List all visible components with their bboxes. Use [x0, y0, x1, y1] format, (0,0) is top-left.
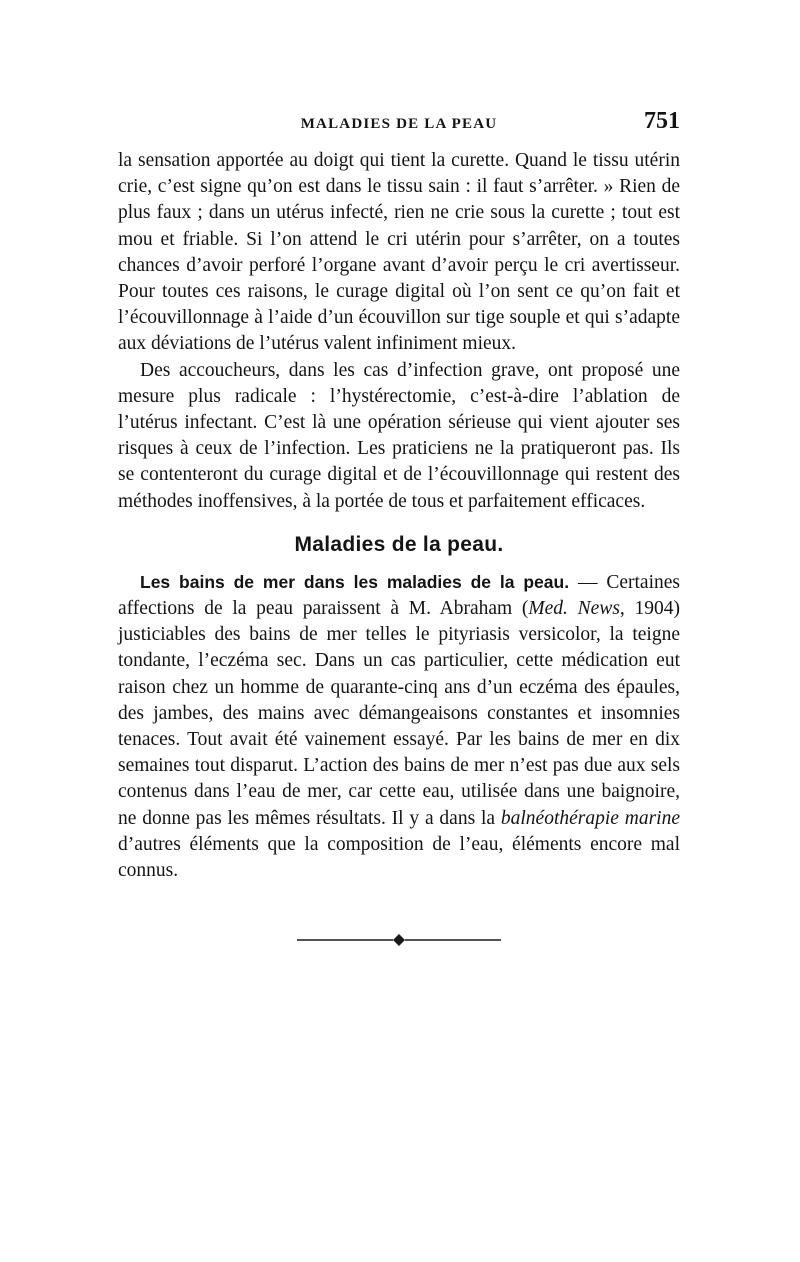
source-citation: Med. News	[528, 598, 620, 620]
page-number: 751	[644, 108, 680, 134]
paragraph-hysterectomy: Des accoucheurs, dans les cas d’infection grave, ont proposé une mesure plus radicale : l’hystérectomie, c’est-à-dire l’ablation de l’utérus infectant. C’est là une opération sérieuse qui vient ajouter ses risques à ceux de l’infection. Les praticiens ne la pratiqueront pas. Ils se contenteront du curage digital et de l’écouvillonnage qui restent des méthodes inoffensives, à la portée de tous et parfaitement efficaces.	[118, 359, 680, 512]
section-heading: Maladies de la peau.	[294, 532, 504, 556]
paragraph-sea-baths	[118, 569, 680, 884]
article-text-part-2: , 1904) justiciables des bains de mer telles le pityriasis versicolor, la teigne tondante, l’eczéma sec. Dans un cas particulier, cette médication eut raison chez un homme de quarante-cinq ans d’un eczéma des épaules, des jambes, des mains avec démangeaisons constantes et insomnies tenaces. Tout avait été vainement essayé. Par les bains de mer en dix semaines tout disparut. L’action des bains de mer n’est pas due aux sels contenus dans l’eau de mer, car cette eau, utilisée dans une baignoire, ne donne pas les mêmes résultats. Il y a dans la	[118, 598, 681, 829]
end-ornament	[269, 932, 529, 948]
book-page	[118, 108, 680, 948]
running-title: MALADIES DE LA PEAU	[300, 116, 498, 132]
diamond-rule-icon	[269, 932, 529, 948]
running-head	[118, 108, 680, 148]
article-text-part-1: — Certaines affections de la peau paraissent à M. Abraham (	[118, 571, 680, 620]
article-lead-title: Les bains de mer dans les maladies de la peau.	[140, 571, 570, 592]
italic-term: balnéothérapie marine	[500, 807, 680, 829]
paragraph-continuation: la sensation apportée au doigt qui tient la curette. Quand le tissu utérin crie, c’est signe qu’on est dans le tissu sain : il faut s’arrêter. » Rien de plus faux ; dans un utérus infecté, rien ne crie sous la curette ; tout est mou et friable. Si l’on attend le cri utérin pour s’arrêter, on a toutes chances d’avoir perforé l’organe avant d’avoir perçu le cri avertisseur. Pour toutes ces raisons, le curage digital où l’on sent ce qu’on fait et l’écouvillonnage à l’aide d’un écouvillon sur tige souple et qui s’adapte aux déviations de l’utérus valent infiniment mieux.	[118, 150, 680, 355]
article-text-part-3: d’autres éléments que la composition de l’eau, éléments encore mal connus.	[118, 833, 680, 882]
